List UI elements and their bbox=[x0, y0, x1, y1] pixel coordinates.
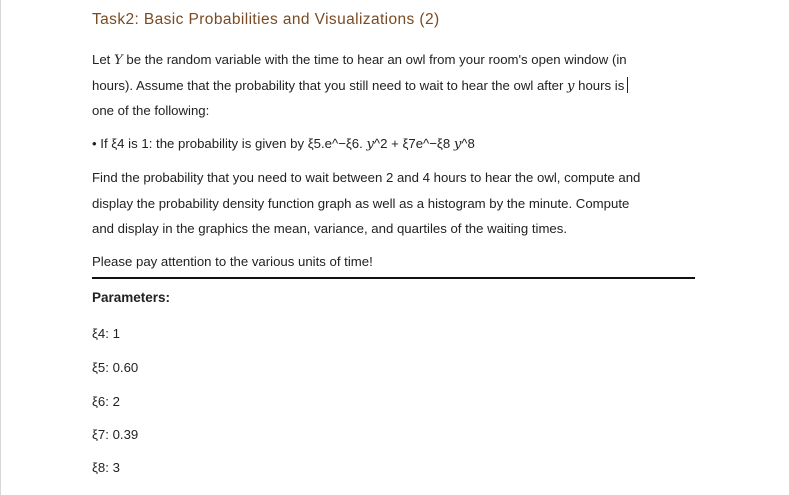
intro-text: Let bbox=[92, 52, 114, 67]
bullet-text: ^8 bbox=[461, 136, 475, 151]
parameter-xi5: ξ5: 0.60 bbox=[92, 360, 139, 375]
intro-line-1 bbox=[92, 47, 628, 73]
parameter-xi4: ξ4: 1 bbox=[92, 326, 120, 341]
bullet-text: ^2 + ξ7e^−ξ8 bbox=[373, 136, 454, 151]
parameter-xi8: ξ8: 3 bbox=[92, 460, 120, 475]
bullet-item bbox=[92, 131, 475, 158]
bullet-text: • If ξ4 is 1: the probability is given by ξ5.e^−ξ6. bbox=[92, 136, 367, 151]
task-line-1: Find the probability that you need to wait between 2 and 4 hours to hear the owl, compute and bbox=[92, 170, 641, 185]
variable-y: y bbox=[366, 137, 374, 152]
parameters-heading: Parameters: bbox=[92, 290, 171, 305]
intro-text: hours is bbox=[574, 77, 625, 93]
parameter-xi7: ξ7: 0.39 bbox=[92, 427, 139, 442]
intro-line-3: one of the following: bbox=[92, 103, 210, 118]
intro-line-2 bbox=[92, 73, 628, 99]
task-line-2: display the probability density function graph as well as a histogram by the minute. Compute bbox=[92, 195, 630, 211]
note-paragraph: Please pay attention to the various units of time! bbox=[92, 254, 373, 269]
text-cursor[interactable] bbox=[627, 77, 628, 93]
section-divider bbox=[92, 277, 695, 279]
parameter-xi6: ξ6: 2 bbox=[92, 394, 120, 409]
window-left-border bbox=[0, 0, 1, 495]
variable-Y: Y bbox=[114, 53, 123, 68]
page-title: Task2: Basic Probabilities and Visualizations (2) bbox=[92, 11, 440, 28]
variable-y: y bbox=[453, 137, 462, 152]
intro-paragraph bbox=[92, 47, 628, 124]
intro-text: be the random variable with the time to hear an owl from your room's open window (in bbox=[122, 52, 627, 67]
task-line-3: and display in the graphics the mean, variance, and quartiles of the waiting times. bbox=[92, 221, 568, 236]
intro-text: hours). Assume that the probability that you still need to wait to hear the owl after bbox=[92, 77, 568, 93]
task-paragraph bbox=[92, 165, 640, 242]
variable-y: y bbox=[567, 78, 575, 94]
